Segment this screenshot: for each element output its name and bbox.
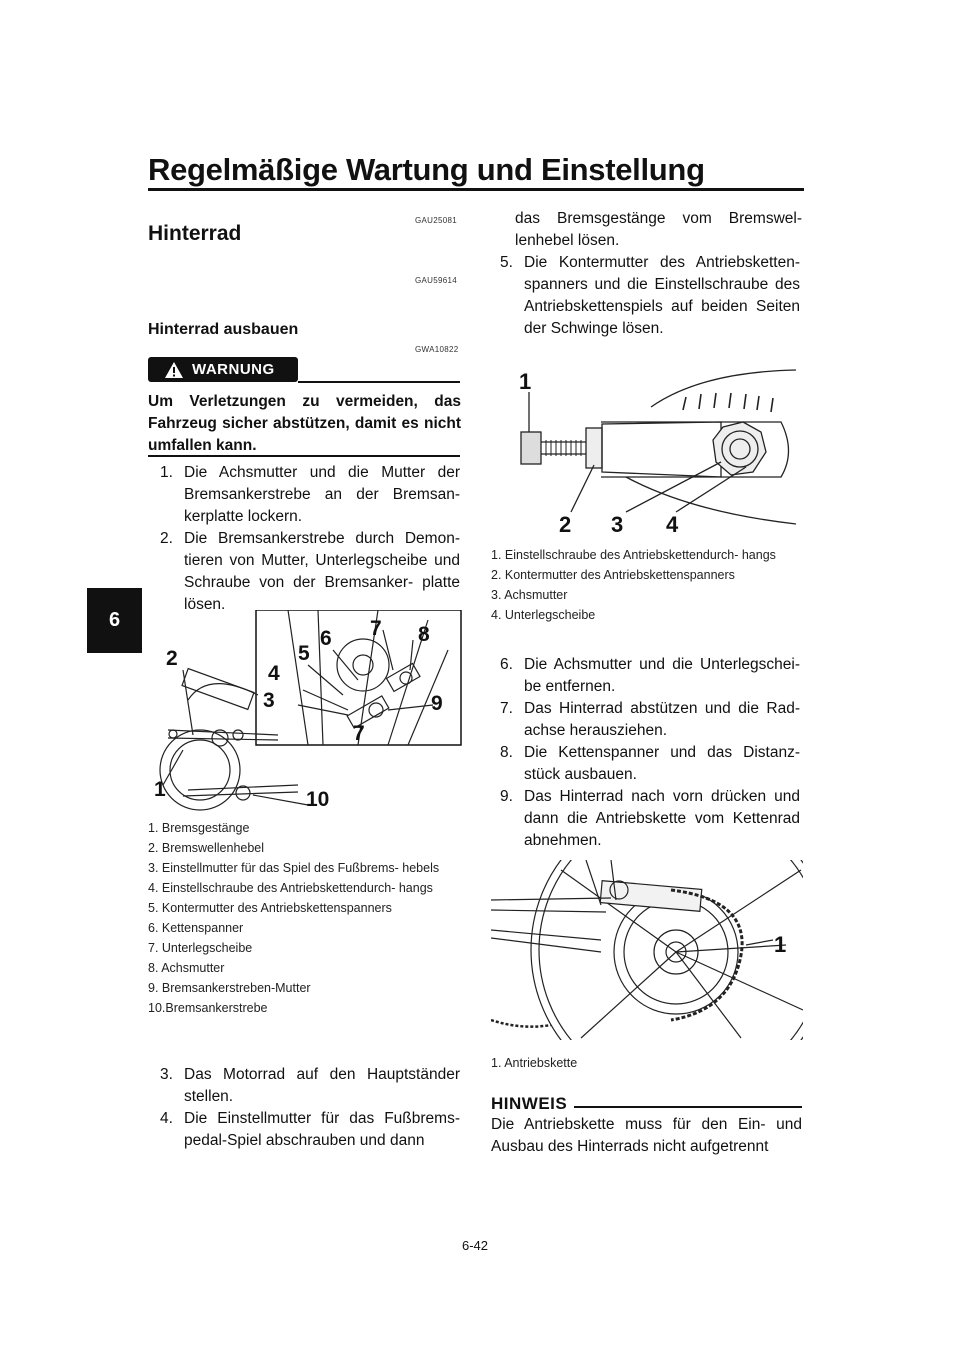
step-item — [160, 528, 460, 616]
step-text: Die Kettenspanner und das Distanz- stück ausbauen. — [524, 744, 800, 783]
page-title: Regelmäßige Wartung und Einstellung — [148, 152, 705, 187]
section-code: GAU25081 — [415, 216, 457, 225]
callout-label: 1 — [774, 932, 787, 957]
callout-label: 1 — [519, 369, 532, 394]
note-rule — [574, 1106, 802, 1108]
caption-item: 10.Bremsankerstrebe — [148, 1001, 268, 1015]
caption-item: 5. Kontermutter des Antriebskettenspanners — [148, 901, 392, 915]
step-number: 7. — [500, 700, 513, 717]
caption-item: 2. Kontermutter des Antriebskettenspanners — [491, 568, 735, 582]
title-underline — [148, 188, 804, 191]
warning-text: Um Verletzungen zu vermeiden, das Fahrzeug sicher abstützen, damit es nicht umfallen kann. — [148, 393, 461, 454]
figure-drive-chain — [491, 860, 803, 1040]
warning-bottom-rule — [148, 455, 460, 457]
caption-item: 2. Bremswellenhebel — [148, 841, 265, 855]
caption-item: 9. Bremsankerstreben-Mutter — [148, 981, 311, 995]
figure-2-captions — [491, 547, 803, 627]
figure-3-captions — [491, 1055, 803, 1075]
callout-label: 5 — [298, 642, 310, 665]
warning-triangle-icon — [164, 361, 184, 379]
subsection-code: GAU59614 — [415, 276, 457, 285]
warning-label: WARNUNG — [192, 361, 275, 378]
note-text: Die Antriebskette muss für den Ein- und Ausbau des Hinterrads nicht aufgetrennt — [491, 1116, 802, 1155]
step-text: Das Motorrad auf den Hauptständer stellen. — [184, 1066, 460, 1105]
step-text: Die Achsmutter und die Mutter der Bremsankerstrebe an der Bremsan- kerplatte lockern. — [184, 464, 460, 525]
callout-label: 7 — [353, 722, 365, 745]
warning-rule — [298, 381, 460, 383]
step-number: 2. — [160, 530, 173, 547]
callout-label: 4 — [268, 662, 280, 685]
step-text: Die Einstellmutter für das Fußbrems- pedal-Spiel abschrauben und dann — [184, 1110, 460, 1149]
step-number: 9. — [500, 788, 513, 805]
caption-item: 8. Achsmutter — [148, 961, 225, 975]
step-number: 6. — [500, 656, 513, 673]
callout-label: 9 — [431, 692, 443, 715]
step-text: Die Achsmutter und die Unterlegschei- be entfernen. — [524, 656, 800, 695]
caption-item: 1. Antriebskette — [491, 1056, 578, 1070]
caption-item: 6. Kettenspanner — [148, 921, 244, 935]
figure-chain-adjuster — [491, 362, 803, 542]
section-title: Hinterrad — [148, 222, 242, 245]
callout-label: 10 — [306, 788, 330, 811]
step-text: Die Kontermutter des Antriebsketten- spanners und die Einstellschraube des Antriebskettenspiels auf beiden Seiten der Schwinge lösen. — [524, 254, 800, 337]
callout-label: 4 — [666, 512, 679, 537]
caption-item: 7. Unterlegscheibe — [148, 941, 253, 955]
callout-label: 6 — [320, 627, 332, 650]
caption-item: 4. Einstellschraube des Antriebskettendurch- hangs — [148, 881, 433, 895]
step-text: Die Bremsankerstrebe durch Demon- tieren von Mutter, Unterlegscheibe und Schraube von der Bremsanker- platte lösen. — [184, 530, 460, 613]
callout-label: 7 — [370, 617, 382, 640]
step-item — [500, 786, 800, 852]
subsection-title: Hinterrad ausbauen — [148, 321, 299, 338]
step-number: 5. — [500, 254, 513, 271]
caption-item: 3. Einstellmutter für das Spiel des Fußbrems- hebels — [148, 861, 440, 875]
step-item — [160, 462, 460, 528]
step-number: 3. — [160, 1066, 173, 1083]
callout-label: 2 — [559, 512, 572, 537]
callout-label: 3 — [263, 689, 275, 712]
callout-label: 1 — [154, 778, 166, 801]
step-item — [500, 654, 800, 698]
warning-code: GWA10822 — [415, 345, 459, 354]
step-item — [160, 1108, 460, 1152]
callout-label: 2 — [166, 647, 178, 670]
figure-1-captions — [148, 820, 458, 1020]
step-item — [160, 1064, 460, 1108]
caption-item: 1. Bremsgestänge — [148, 821, 250, 835]
caption-item: 4. Unterlegscheibe — [491, 608, 596, 622]
step-number: 4. — [160, 1110, 173, 1127]
figure-brake-assembly — [148, 610, 462, 815]
page-number: 6-42 — [462, 1238, 489, 1253]
callout-label: 8 — [418, 623, 430, 646]
caption-item: 3. Achsmutter — [491, 588, 568, 602]
callout-label: 3 — [611, 512, 624, 537]
warning-badge — [148, 357, 298, 382]
step-number: 8. — [500, 744, 513, 761]
step-text: Das Hinterrad abstützen und die Rad- achse herausziehen. — [524, 700, 800, 739]
step-item — [500, 742, 800, 786]
caption-item: 1. Einstellschraube des Antriebskettendurch- hangs — [491, 548, 776, 562]
note-heading: HINWEIS — [491, 1094, 568, 1113]
step-text: Das Hinterrad nach vorn drücken und dann die Antriebskette vom Kettenrad abnehmen. — [524, 788, 800, 849]
step-item — [500, 698, 800, 742]
step-item — [500, 252, 800, 340]
step-4-continuation: das Bremsgestänge vom Bremswel- lenhebel lösen. — [515, 210, 802, 249]
step-number: 1. — [160, 464, 173, 481]
chapter-tab: 6 — [87, 588, 142, 653]
